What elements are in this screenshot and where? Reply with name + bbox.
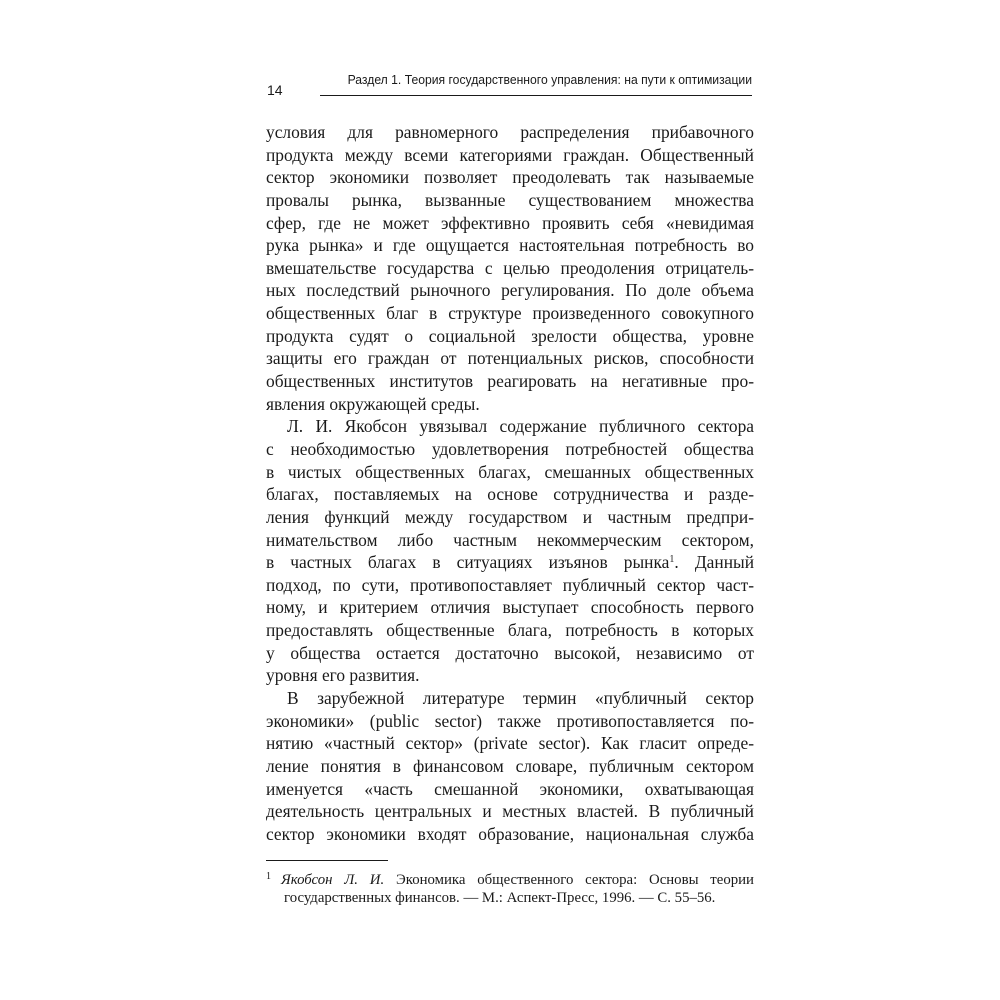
text-fragment: . Данный <box>674 552 754 573</box>
text-line: сектор экономики позволяет преодолевать так называемые <box>266 167 754 188</box>
text-line: продукта судят о социальной зрелости общества, уровне <box>266 325 754 346</box>
text-line: рука рынка» и где ощущается настоятельная потребность во <box>266 235 754 256</box>
footnote-number: 1 <box>266 871 271 882</box>
footnote-divider <box>266 860 388 861</box>
footnote-reference[interactable]: 1 <box>669 554 675 566</box>
text-line: предоставлять общественные блага, потребность в которых <box>266 620 754 641</box>
text-line: в чистых общественных благах, смешанных общественных <box>266 461 754 482</box>
footnote-line <box>266 867 754 888</box>
text-line: явления окружающей среды. <box>266 393 480 414</box>
footnote <box>266 867 754 908</box>
text-line: ных последствий рыночного регулирования. По доле объема <box>266 280 754 301</box>
text-line: экономики» (public sector) также противопоставляется по- <box>266 710 754 731</box>
text-line: В зарубежной литературе термин «публичный сектор <box>287 688 754 709</box>
text-line: деятельность центральных и местных властей. В публичный <box>266 801 754 822</box>
footnote-line: государственных финансов. — М.: Аспект-Пресс, 1996. — С. 55–56. <box>284 889 716 906</box>
text-line: именуется «часть смешанной экономики, охватывающая <box>266 778 754 799</box>
text-line: благах, поставляемых на основе сотрудничества и разде- <box>266 484 754 505</box>
text-line: общественных благ в структуре произведенного совокупного <box>266 303 754 324</box>
text-line: нимательством либо частным некоммерческим сектором, <box>266 529 754 550</box>
text-line: провалы рынка, вызванные существованием множества <box>266 189 754 210</box>
footnote-title: Экономика общественного сектора: Основы теории <box>384 872 754 888</box>
text-line: ления функций между государством и частным предпри- <box>266 506 754 527</box>
header-rule <box>320 95 752 96</box>
text-line: у общества остается достаточно высокой, независимо от <box>266 642 754 663</box>
page-header <box>265 72 752 102</box>
text-line: продукта между всеми категориями граждан. Общественный <box>266 144 754 165</box>
text-line: вмешательстве государства с целью преодоления отрицатель- <box>266 257 754 278</box>
page-number: 14 <box>267 82 283 98</box>
running-title: Раздел 1. Теория государственного управления: на пути к оптимизации <box>347 72 752 87</box>
text-line: условия для равномерного распределения прибавочного <box>266 122 754 142</box>
text-fragment: в частных благах в ситуациях изъянов рынка <box>266 552 670 573</box>
text-line: подход, по сути, противопоставляет публичный сектор част- <box>266 574 754 595</box>
text-line: защиты его граждан от потенциальных рисков, способности <box>266 348 754 369</box>
footnote-author: Якобсон Л. И. <box>281 872 385 888</box>
body-text <box>266 121 754 846</box>
text-line: общественных институтов реагировать на негативные про- <box>266 371 754 392</box>
text-line: сфер, где не может эффективно проявить себя «невидимая <box>266 212 754 233</box>
text-line: нятию «частный сектор» (private sector). Как гласит опреде- <box>266 733 754 754</box>
text-line: уровня его развития. <box>266 665 420 686</box>
text-line: с необходимостью удовлетворения потребностей общества <box>266 438 754 459</box>
text-line: ному, и критерием отличия выступает способность первого <box>266 597 754 618</box>
text-line: Л. И. Якобсон увязывал содержание публичного сектора <box>287 416 754 437</box>
text-line: ление понятия в финансовом словаре, публичным сектором <box>266 755 754 776</box>
text-line: сектор экономики входят образование, национальная служба <box>266 823 754 844</box>
text-line-with-footnote-ref <box>266 551 754 574</box>
